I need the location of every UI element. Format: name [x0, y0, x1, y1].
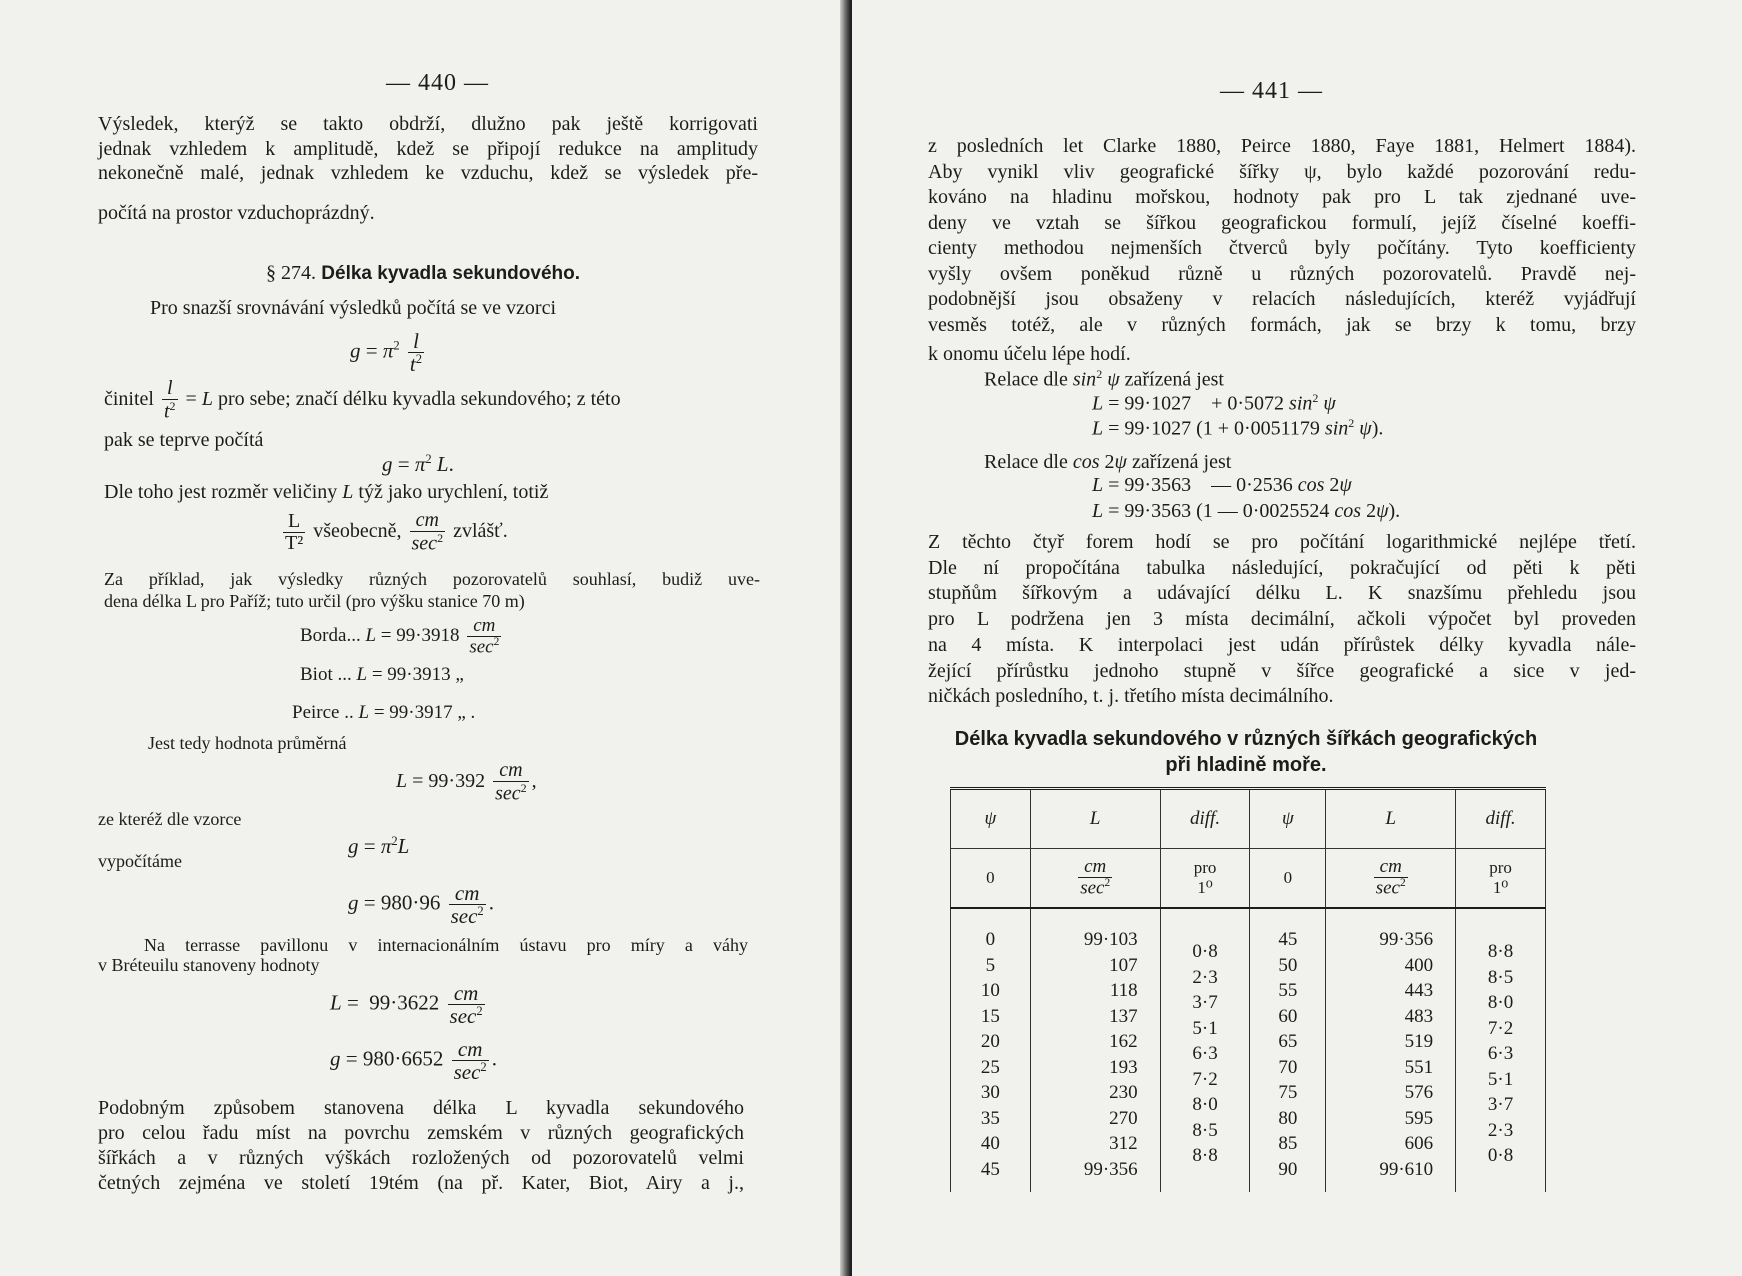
unit-pro: pro 1⁰ [1456, 849, 1546, 909]
pendulum-length-table [950, 787, 1546, 1192]
dimension-line: $\frac{L}{\text{T²}}$ všeobecně, $\frac{cm}{\sec^2}$ zvlášť. [285, 509, 508, 555]
cell: 65 [1278, 1031, 1298, 1052]
paragraph-example: Za příklad, jak výsledky různých pozorovatelů souhlasí, budiž uve- [104, 569, 760, 589]
observer-biot: Biot ... L = 99·3913 „ [300, 664, 464, 685]
cell: 5·1 [1487, 1068, 1514, 1090]
cell: 3·7 [1192, 992, 1218, 1013]
paragraph-example-last: dena délka L pro Paříž; tuto určil (pro výšku stanice 70 m) [104, 591, 525, 611]
ze-ktereho-text: ze kteréž dle vzorce [98, 809, 242, 829]
sin-eq-2: L = 99·1027 (1 + 0·0051179 $\sin^2 \psi$). [1092, 416, 1384, 440]
cell: 595 [1404, 1107, 1434, 1129]
cell: 551 [1404, 1056, 1434, 1078]
column-psi2 [1250, 908, 1326, 1192]
observer-borda: Borda... L = 99·3918 $\frac{cm}{\sec^2}$ [300, 615, 500, 658]
paragraph-similar: Podobným způsobem stanovena délka L kyvadla sekundového pro celou řadu míst na povrchu zemském v různých geografických šířkách a v různých výškách rozložených od pozorovatelů velmi četných zejména ve století 19tém (na př. Kater, Biot, Airy a j., [98, 1097, 744, 1194]
cell: 50 [1278, 954, 1298, 976]
cell: 90 [1278, 1158, 1298, 1180]
paragraph-terrasse-last: v Bréteuilu stanoveny hodnoty [98, 955, 320, 975]
section-heading: § 274. Délka kyvadla sekundového. [266, 262, 581, 284]
cos-eq-1: L = 99·3563 — 0·2536 cos 2ψ [1092, 474, 1352, 496]
page-number: — 441 — [1220, 78, 1323, 104]
formula-g-breteuil: g = 980·6652 $\frac{cm}{\sec^2}$ . [330, 1037, 497, 1085]
cell: 75 [1278, 1082, 1298, 1103]
cell: 0·8 [1487, 1145, 1514, 1166]
cell: 99·103 [1083, 929, 1138, 950]
left-page [0, 0, 848, 1276]
cell: 80 [1278, 1107, 1298, 1129]
paragraph-latitude: z posledních let Clarke 1880, Peirce 1880, Faye 1881, Helmert 1884). Aby vynikl vliv geografické šířky ψ, bylo každé pozorování redu- kováno na hladinu mořskou, hodnoty pak pro L tak zjednané uve- deny ve vztah se šířkou geografickou formulí, jejíž číselné koeffi- cienty methodou nejmenších čtverců byly počítány. Tyto koefficienty vyšly ovšem poněkud různě u různých pozorovatelů. Pravdě nej- podobnější jsou obsaženy v relacích následujících, kteréž vyjádřují vesměs totéž, ale v různých formách, jak se brzy k tomu, brzy [928, 135, 1636, 336]
header-diff: diff. [1160, 789, 1250, 849]
cell: 60 [1278, 1005, 1298, 1027]
table-units-row [951, 849, 1546, 909]
relace-cos-label: Relace dle cos 2ψ zařízená jest [984, 451, 1232, 473]
teprve-text: pak se teprve počítá [104, 429, 264, 451]
cell: 8·5 [1192, 1119, 1218, 1141]
cell: 8·5 [1487, 966, 1514, 988]
cell: 443 [1404, 980, 1434, 1001]
cell: 40 [980, 1133, 1000, 1154]
unit-degree: 0 [951, 849, 1031, 909]
cell: 230 [1109, 1082, 1138, 1103]
cinitel-line: činitel $\frac{l}{t^2}$ = L pro sebe; značí délku kyvadla sekundového; z této [104, 377, 621, 423]
cell: 312 [1109, 1133, 1138, 1154]
cell: 99·610 [1379, 1158, 1434, 1180]
cell: 30 [980, 1082, 1000, 1103]
cell: 8·0 [1487, 992, 1514, 1013]
unit-degree: 0 [1250, 849, 1326, 909]
cell: 10 [980, 980, 1000, 1001]
cos-eq-2: L = 99·3563 (1 — 0·0025524 cos 2ψ). [1092, 500, 1401, 522]
formula-g: $g = \pi^2$ $\frac{l}{t^2}$ [350, 329, 423, 377]
cell: 8·0 [1192, 1094, 1218, 1115]
column-diff2 [1456, 908, 1546, 1192]
cell: 118 [1109, 980, 1138, 1001]
cell: 8·8 [1487, 941, 1514, 962]
cell: 606 [1404, 1133, 1434, 1154]
sin-eq-1: L = 99·1027 + 0·5072 $\sin^2 \psi$ [1092, 391, 1336, 415]
prumer-text: Jest tedy hodnota průměrná [148, 733, 347, 753]
cell: 20 [980, 1031, 1000, 1052]
table-title-line-1: Délka kyvadla sekundového v různých šířkách geografických [954, 728, 1538, 750]
cell: 576 [1404, 1082, 1434, 1103]
observer-peirce: Peirce .. L = 99·3917 „ . [292, 702, 476, 723]
cell: 3·7 [1487, 1094, 1514, 1115]
header-psi: ψ [951, 789, 1031, 849]
cell: 2·3 [1192, 966, 1218, 988]
cell: 162 [1109, 1031, 1138, 1052]
paragraph-table-intro-last: ničkách posledního, t. j. třetího místa decimálního. [928, 685, 1334, 707]
cell: 519 [1404, 1031, 1434, 1052]
intro-text: Pro snazší srovnávání výsledků počítá se ve vzorci [150, 297, 557, 319]
cell: 270 [1109, 1107, 1138, 1129]
paragraph-result: Výsledek, kterýž se takto obdrží, dlužno pak ještě korrigovati jednak vzhledem k amplitudě, kdež se připojí redukce na amplitudy nekonečně malé, jednak vzhledem ke vzduchu, kdež se výsledek pře- [98, 113, 758, 184]
vypocitame-text: vypočítáme [98, 851, 182, 871]
formula-g-value: g = 980·96 $\frac{cm}{\sec^2}$ . [348, 881, 494, 929]
cell: 35 [980, 1107, 1000, 1129]
cell: 0 [985, 929, 996, 950]
cell: 193 [1109, 1056, 1138, 1078]
cell: 6·3 [1192, 1043, 1218, 1064]
cell: 2·3 [1487, 1119, 1514, 1141]
paragraph-latitude-last: k onomu účelu lépe hodí. [928, 343, 1131, 365]
unit-pro: pro 1⁰ [1160, 849, 1250, 909]
formula-L-mean: L = 99·392 $\frac{cm}{\sec^2}$ , [396, 759, 537, 805]
cell: 15 [980, 1005, 1000, 1027]
header-L: L [1030, 789, 1160, 849]
table-header-row [951, 789, 1546, 849]
cell: 99·356 [1379, 929, 1434, 950]
cell: 25 [980, 1056, 1000, 1078]
cell: 7·2 [1192, 1068, 1218, 1090]
column-L1 [1030, 908, 1160, 1192]
cell: 5 [985, 954, 996, 976]
cell: 5·1 [1192, 1017, 1218, 1039]
cell: 137 [1109, 1005, 1138, 1027]
unit-cm: $\frac{cm}{\sec^2}$ [1030, 849, 1160, 909]
cell: 45 [980, 1158, 1000, 1180]
header-psi: ψ [1250, 789, 1326, 849]
cell: 6·3 [1487, 1043, 1514, 1064]
relace-sin-label: Relace dle $\sin^2 \psi$ zařízená jest [984, 367, 1224, 391]
cell: 8·8 [1192, 1145, 1218, 1166]
formula-L-breteuil: L = 99·3622 $\frac{cm}{\sec^2}$ [330, 981, 483, 1029]
table-body-row [951, 908, 1546, 1192]
formula-g-pi2L: $g = \pi^2$ L. [382, 452, 454, 476]
column-psi1 [951, 908, 1031, 1192]
column-L2 [1326, 908, 1456, 1192]
paragraph-table-intro: Z těchto čtyř forem hodí se pro počítání logarithmické nejlépe třetí. Dle ní propočítána tabulka následující, pokračující od pěti k pěti stupňům šířkovým a udávající délku L. K snazšímu přehledu jsou pro L podržena jen 3 místa decimální, ačkoli výpočet byl proveden na 4 místa. K interpolaci jest udán přírůstek délky kyvadla nále- žející přírůstku jednoho stupně v šířce geografické a sice v jed- [928, 531, 1636, 682]
page-number: — 440 — [386, 70, 489, 96]
cell: 45 [1278, 929, 1298, 950]
cell: 0·8 [1192, 941, 1218, 962]
cell: 7·2 [1487, 1017, 1514, 1039]
paragraph-terrasse: Na terrasse pavillonu v internacionálním ústavu pro míry a váhy [144, 935, 748, 955]
cell: 55 [1278, 980, 1298, 1001]
cell: 107 [1109, 954, 1138, 976]
cell: 99·356 [1083, 1158, 1138, 1180]
paragraph-result-last: počítá na prostor vzduchoprázdný. [98, 202, 375, 224]
dle-toho-text: Dle toho jest rozměr veličiny L týž jako urychlení, totiž [104, 481, 549, 503]
unit-cm: $\frac{cm}{\sec^2}$ [1326, 849, 1456, 909]
table-title-line-2: při hladině moře. [1165, 754, 1327, 776]
cell: 70 [1278, 1056, 1298, 1078]
formula-g-pi2L-2: $g = \pi^2L$ [348, 834, 410, 858]
header-L: L [1326, 789, 1456, 849]
column-diff1 [1160, 908, 1250, 1192]
header-diff: diff. [1456, 789, 1546, 849]
cell: 400 [1404, 954, 1434, 976]
cell: 483 [1404, 1005, 1434, 1027]
cell: 85 [1278, 1133, 1298, 1154]
